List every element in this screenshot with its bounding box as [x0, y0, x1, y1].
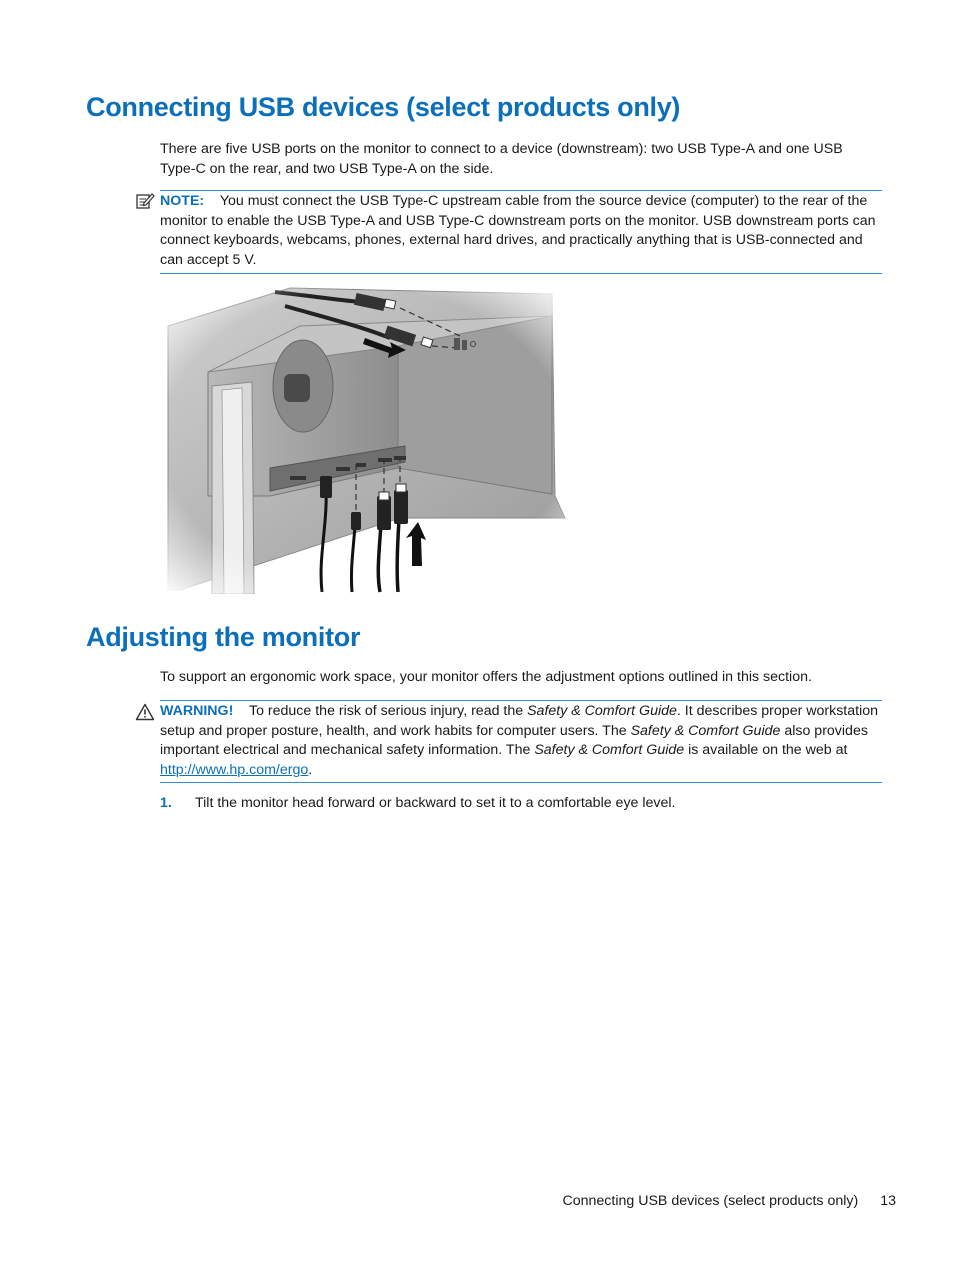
step-item — [160, 794, 676, 814]
note-pencil-icon — [135, 191, 155, 216]
footer-section-title: Connecting USB devices (select products only) — [562, 1193, 859, 1209]
note-label: NOTE: — [160, 193, 205, 209]
page-footer — [540, 1193, 896, 1209]
usb-intro-paragraph: There are five USB ports on the monitor to connect to a device (downstream): two USB Type-A and one USB Type-C on the rear, and two USB Type-A on the side. — [160, 141, 843, 177]
section-heading-adjust: Adjusting the monitor — [86, 622, 361, 652]
footer-page-number: 13 — [880, 1193, 896, 1209]
warning-text-2: . It describes proper workstation setup and proper posture, health, and work habits for computer users. The — [160, 703, 878, 739]
warning-text-1: To reduce the risk of serious injury, read the — [248, 703, 528, 719]
adjust-intro-paragraph: To support an ergonomic work space, your monitor offers the adjustment options outlined in this section. — [160, 669, 812, 685]
warning-guide-title-3: Safety & Comfort Guide — [534, 742, 685, 758]
step-number: 1. — [160, 795, 172, 811]
section-heading-usb: Connecting USB devices (select products only) — [86, 92, 681, 122]
warning-text-5: . — [308, 761, 313, 778]
step-text: Tilt the monitor head forward or backward to set it to a comfortable eye level. — [195, 795, 676, 811]
warning-triangle-icon — [135, 703, 155, 726]
hp-ergo-link[interactable]: http://www.hp.com/ergo — [160, 761, 309, 778]
warning-callout — [160, 700, 882, 783]
warning-text-3: also provides important electrical and mechanical safety information. The — [160, 722, 868, 758]
warning-label: WARNING! — [160, 703, 234, 719]
warning-text-4: is available on the web at — [684, 742, 848, 758]
usb-connection-illustration — [160, 286, 570, 594]
warning-guide-title-2: Safety & Comfort Guide — [630, 722, 781, 739]
warning-guide-title-1: Safety & Comfort Guide — [527, 703, 677, 719]
note-text: You must connect the USB Type-C upstream cable from the source device (computer) to the rear of the monitor to enable the USB Type-A and USB Type-C downstream ports on the monitor. USB downstream ports can connect keyboards, webcams, phones, external hard drives, and practically anything that is USB-connected and can accept 5 V. — [160, 193, 876, 268]
note-callout — [160, 190, 882, 274]
